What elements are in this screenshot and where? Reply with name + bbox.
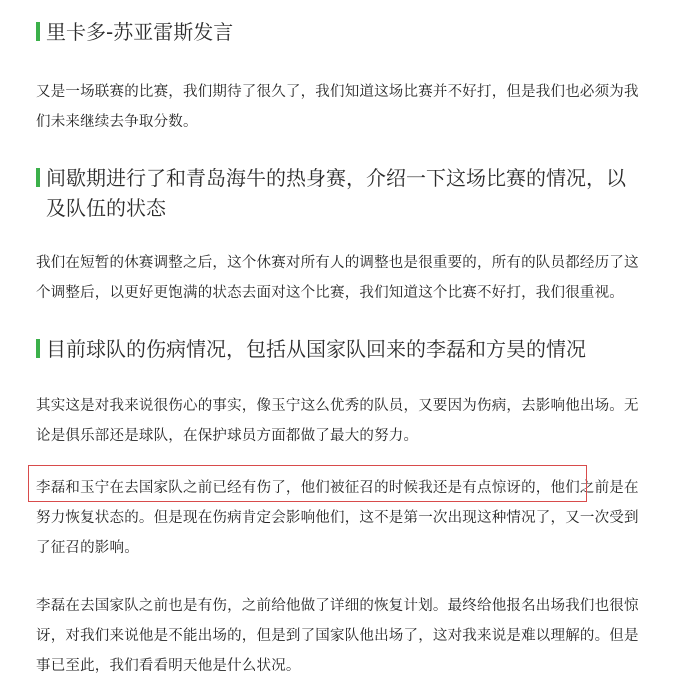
paragraph-line: 了征召的影响。 xyxy=(36,540,139,556)
section-heading-1 xyxy=(36,17,686,47)
heading-text: 目前球队的伤病情况，包括从国家队回来的李磊和方昊的情况 xyxy=(46,337,586,361)
heading-accent-bar xyxy=(36,339,40,358)
paragraph-line: 李磊和玉宁在去国家队之前已经有伤了，他们被征召的时候我还是有点惊讶的，他们之前是在 xyxy=(36,480,639,496)
paragraph-line: 讶，对我们来说他是不能出场的，但是到了国家队他出场了，这对我来说是难以理解的。但是 xyxy=(36,628,639,644)
section-heading-3 xyxy=(36,334,686,364)
heading-accent-bar xyxy=(36,22,40,41)
paragraph-line: 李磊在去国家队之前也是有伤，之前给他做了详细的恢复计划。最终给他报名出场我们也很惊 xyxy=(36,598,639,614)
section-paragraph-2 xyxy=(36,248,686,308)
heading-text: 里卡多-苏亚雷斯发言 xyxy=(46,20,234,44)
paragraph-line: 其实这是对我来说很伤心的事实，像玉宁这么优秀的队员，又要因为伤病，去影响他出场。无 xyxy=(36,398,639,414)
paragraph-line: 个调整后，以更好更饱满的状态去面对这个比赛，我们知道这个比赛不好打，我们很重视。 xyxy=(36,285,624,301)
heading-text: 间歇期进行了和青岛海牛的热身赛，介绍一下这场比赛的情况，以 xyxy=(46,166,626,190)
paragraph-line: 论是俱乐部还是球队，在保护球员方面都做了最大的努力。 xyxy=(36,428,419,444)
heading-accent-bar xyxy=(36,168,40,187)
paragraph-line: 事已至此，我们看看明天他是什么状况。 xyxy=(36,658,301,674)
section-heading-2 xyxy=(36,163,686,223)
paragraph-line: 又是一场联赛的比赛，我们期待了很久了，我们知道这场比赛并不好打，但是我们也必须为我 xyxy=(36,84,639,100)
section-paragraph-3c xyxy=(36,591,686,681)
section-paragraph-3a xyxy=(36,391,686,451)
paragraph-line: 我们在短暂的休赛调整之后，这个休赛对所有人的调整也是很重要的，所有的队员都经历了这 xyxy=(36,255,639,271)
paragraph-line: 努力恢复状态的。但是现在伤病肯定会影响他们，这不是第一次出现这种情况了，又一次受到 xyxy=(36,510,639,526)
section-paragraph-3b xyxy=(36,473,686,563)
section-paragraph-1 xyxy=(36,77,686,137)
paragraph-line: 们未来继续去争取分数。 xyxy=(36,114,198,130)
heading-text: 及队伍的状态 xyxy=(46,196,166,220)
